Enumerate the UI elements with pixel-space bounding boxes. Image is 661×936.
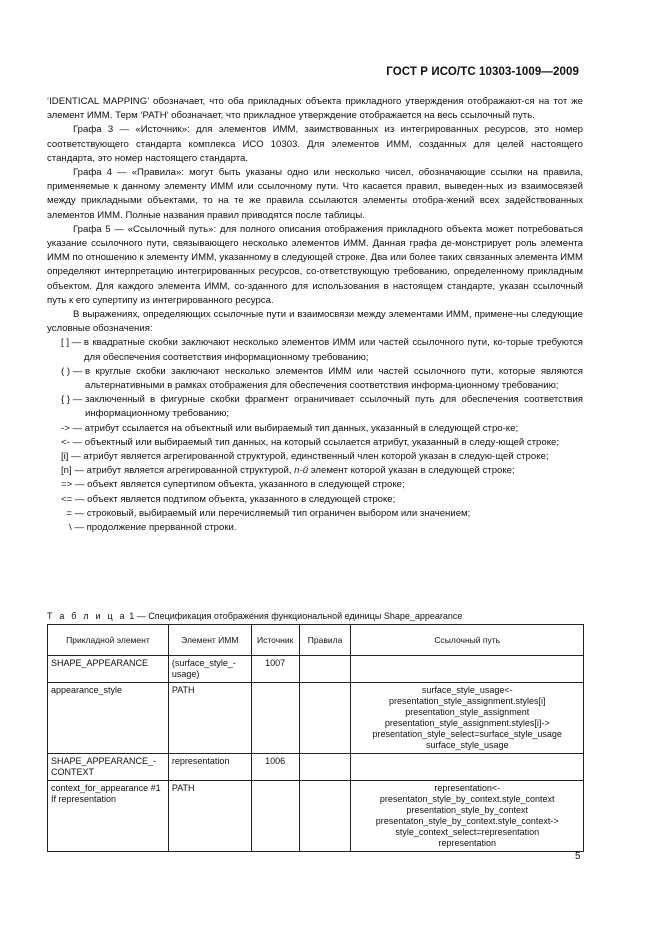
- symbol-item: [61, 365, 583, 393]
- paragraph: Графа 5 — «Ссылочный путь»: для полного описания отображения прикладного объекта может потребоваться указание ссылочного пути, связывающего несколько элементов ИММ. Данная графа де-монстрирует роль элемента ИММ по отношению к элементу ИММ, указанному в следующей строке. Два или более таких связанных элемента ИММ определяют интерпретацию интегрированных ресурсов, со-ответствующую требованию, определенному прикладным объектом. Для каждого элемента ИММ, со-зданного для использования в настоящем стандарте, указан ссылочный путь к его супертипу из интегрированного ресурса.: [47, 223, 583, 306]
- symbol-description: атрибут ссылается на объектный или выбираемый тип данных, указанный в следующей стро-ке;: [84, 422, 519, 434]
- table-header-row: [48, 625, 584, 656]
- symbol-item: [61, 478, 583, 492]
- column-header: Правила: [299, 625, 351, 656]
- source-cell: 1006: [251, 754, 299, 781]
- rules-cell: [299, 683, 351, 754]
- symbol-item: [61, 436, 583, 450]
- symbol: <= —: [61, 493, 88, 505]
- table-caption-text: 1 — Спецификация отображения функциональной единицы Shape_appearance: [126, 611, 463, 621]
- symbol-description-emphasis: n-й: [294, 465, 309, 477]
- path-line: presentation_style_assignment: [405, 707, 530, 717]
- symbol-item: [61, 493, 583, 507]
- column-header: Ссылочный путь: [351, 625, 584, 656]
- symbol: { } —: [61, 394, 85, 406]
- aim-element-cell: PATH: [168, 683, 251, 754]
- aim-element-cell: PATH: [168, 781, 251, 852]
- path-line: surface_style_usage: [425, 740, 509, 750]
- symbol-description: [87, 464, 583, 478]
- symbol-description: атрибут является агрегированной структурой, единственный член которой указан в следую-щей строке;: [83, 451, 549, 463]
- symbol-description: в квадратные скобки заключают несколько элементов ИММ или частей ссылочного пути, ко-торые требуются для обеспечения соответствия информационному требованию;: [83, 337, 583, 363]
- reference-path-cell: [351, 656, 584, 683]
- mapping-table: [47, 624, 584, 852]
- app-element-cell: context_for_appearance #1 If representation: [48, 781, 169, 852]
- symbol: \ —: [61, 522, 87, 534]
- path-line: surface_style_usage<-: [421, 685, 513, 695]
- rules-cell: [299, 781, 351, 852]
- symbol-item: [61, 336, 583, 364]
- path-line: presentation_style_by_context: [406, 805, 529, 815]
- path-line: style_context_select=representation: [395, 827, 540, 837]
- path-line: presentaton_style_by_context.style_context->: [375, 816, 559, 826]
- app-element-cell: appearance_style: [48, 683, 169, 754]
- page-number: 5: [575, 851, 581, 862]
- reference-path-cell: [351, 683, 584, 754]
- paragraph: В выражениях, определяющих ссылочные пути и взаимосвязи между элементами ИММ, примене-ны следующие условные обозначения:: [47, 309, 583, 335]
- symbol: [i] —: [61, 451, 84, 463]
- symbol-description: заключенный в фигурные скобки фрагмент ограничивает ссылочный путь для обеспечения соответствия информационному требованию;: [85, 394, 583, 420]
- table-row: [48, 683, 584, 754]
- table-row: [48, 781, 584, 852]
- document-code: ГОСТ Р ИСО/ТС 10303-1009—2009: [386, 66, 579, 78]
- symbol-item: [61, 464, 583, 478]
- symbol-item: [61, 450, 583, 464]
- source-cell: [251, 781, 299, 852]
- symbol-item: [61, 507, 583, 521]
- table-caption: [47, 611, 462, 621]
- path-line: presentation_style_assignment.styles[i]->: [384, 718, 550, 728]
- reference-path-cell: [351, 754, 584, 781]
- symbol-item: [61, 422, 583, 436]
- paragraph: Графа 3 — «Источник»: для элементов ИММ, заимствованных из интегрированных ресурсов, это номер соответствующего стандарта комплекса ИСО 10303. Для элементов ИММ, созданных для целей настоящего стандарта, это номер настоящего стандарта.: [47, 124, 583, 164]
- symbol-item: [61, 393, 583, 421]
- symbol: = —: [61, 507, 87, 519]
- app-element-cell: SHAPE_APPEARANCE_-CONTEXT: [48, 754, 169, 781]
- table-caption-prefix: Т а б л и ц а: [47, 611, 127, 621]
- symbol: => —: [61, 479, 88, 491]
- column-header: Источник: [251, 625, 299, 656]
- path-line: representation<-: [434, 783, 501, 793]
- symbol-description: продолжение прерванной строки.: [86, 522, 237, 534]
- table-row: [48, 656, 584, 683]
- rules-cell: [299, 656, 351, 683]
- path-line: presentation_style_select=surface_style_usage: [372, 729, 562, 739]
- paragraph: Графа 4 — «Правила»: могут быть указаны одно или несколько чисел, обозначающие ссылки на правила, применяемые к данному элементу ИММ или ссылочному пути. Что касается правил, выведен-ных из взаимосвязей между прикладными объектами, то на те же правила ссылаются элементы отобра-жений всех задействованных элементов ИММ. Полные названия правил приводятся после таблицы.: [47, 167, 583, 221]
- path-line: presentation_style_assignment.styles[i]: [388, 696, 546, 706]
- column-header: Элемент ИММ: [168, 625, 251, 656]
- reference-path-cell: [351, 781, 584, 852]
- paragraph: ‘IDENTICAL MAPPING’ обозначает, что оба прикладных объекта прикладного утверждения отображают-ся на тот же элемент ИММ. Терм ‘PATH’ обозначает, что прикладное утверждение отображается на весь ссылочный путь.: [47, 96, 583, 122]
- symbol-item: [61, 521, 583, 535]
- symbol-description: объект является подтипом объекта, указанного в следующей строке;: [87, 493, 396, 505]
- symbol: [ ] —: [61, 337, 84, 349]
- table-row: [48, 754, 584, 781]
- source-cell: [251, 683, 299, 754]
- symbol-description-part: элемент которой указан в следующей строке;: [308, 465, 515, 477]
- body-text: [47, 95, 583, 535]
- app-element-cell: SHAPE_APPEARANCE: [48, 656, 169, 683]
- symbol: <- —: [61, 436, 85, 448]
- symbol: -> —: [61, 422, 85, 434]
- column-header: Прикладной элемент: [48, 625, 169, 656]
- rules-cell: [299, 754, 351, 781]
- symbol-description: объект является супертипом объекта, указанного в следующей строке;: [87, 479, 405, 491]
- aim-element-cell: representation: [168, 754, 251, 781]
- path-line: representation: [438, 838, 496, 848]
- symbol: [n] —: [61, 465, 87, 477]
- symbol-description: в круглые скобки заключают несколько элементов ИММ или частей ссылочного пути, которые являются альтернативными в рамках отображения для обеспечения соответствия информа-ционному требованию;: [84, 365, 583, 392]
- symbol-description: объектный или выбираемый тип данных, на который ссылается атрибут, указанный в следу-ющей строке;: [84, 436, 560, 448]
- symbol-description: строковый, выбираемый или перечисляемый тип ограничен выбором или значением;: [86, 507, 471, 519]
- symbol: ( ) —: [61, 365, 85, 377]
- aim-element-cell: (surface_style_-usage): [168, 656, 251, 683]
- source-cell: 1007: [251, 656, 299, 683]
- path-line: presentaton_style_by_context.style_context: [379, 794, 555, 804]
- symbol-description-part: атрибут является агрегированной структурой,: [86, 465, 295, 477]
